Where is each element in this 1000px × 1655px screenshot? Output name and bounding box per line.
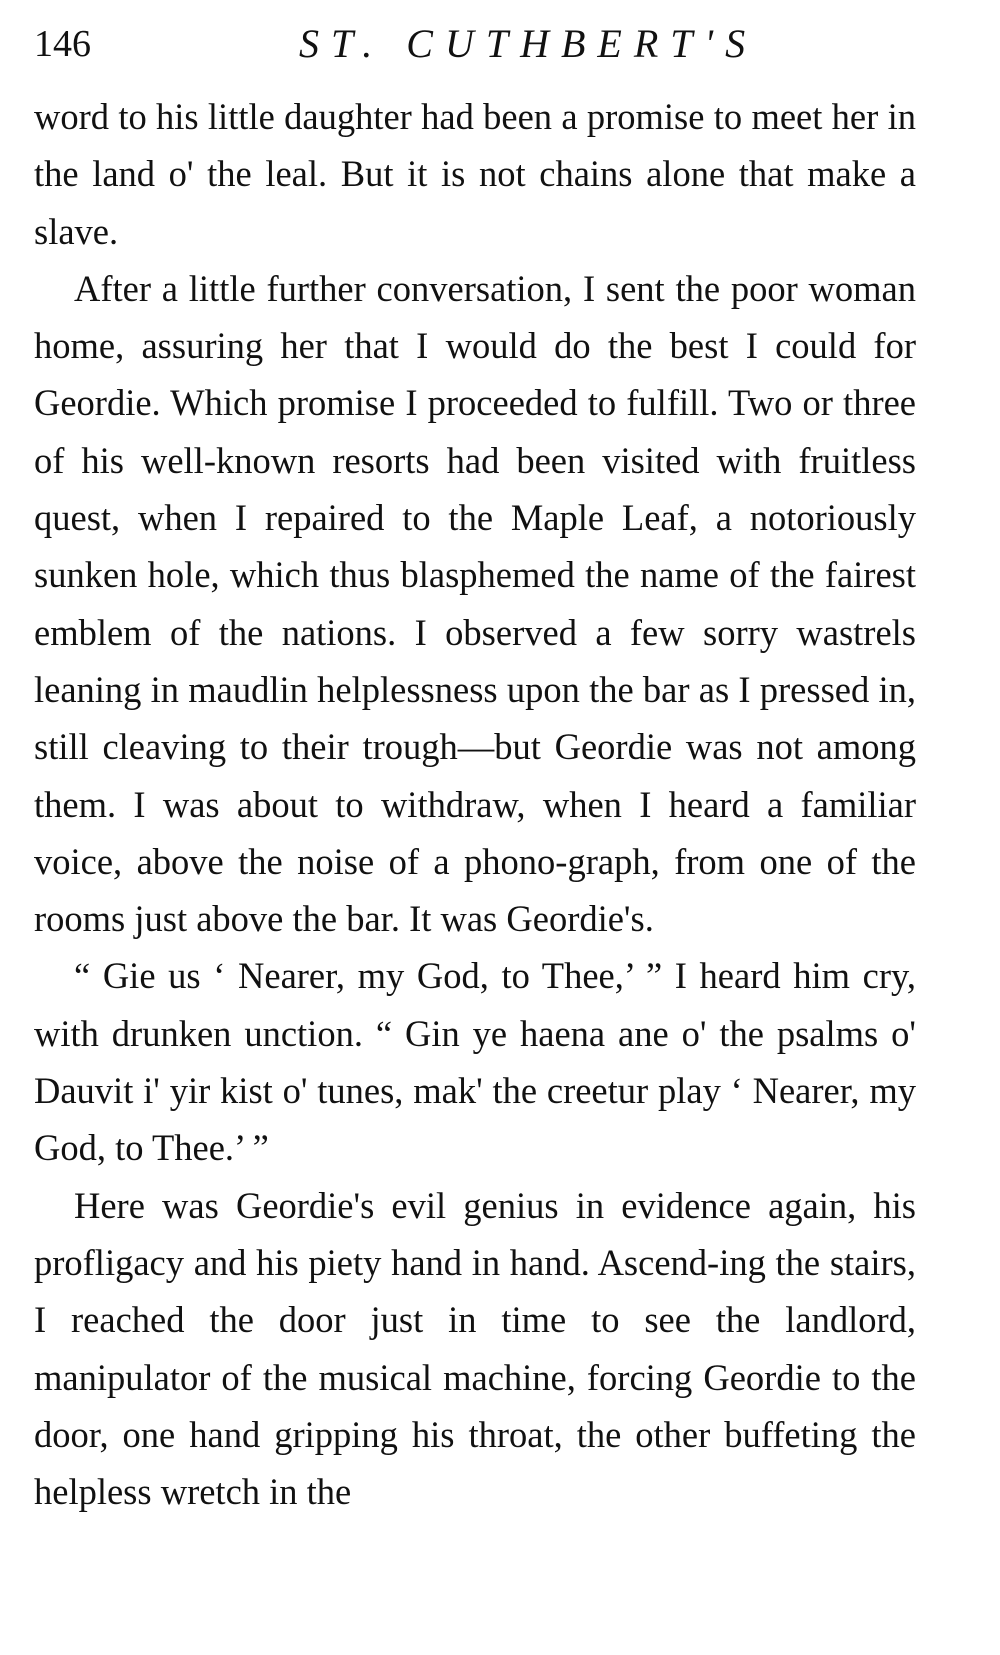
- paragraph: Here was Geordie's evil genius in evidence again, his profligacy and his piety hand in hand. Ascend-ing the stairs, I reached the door just in time to see the landlord, manipulator of the musical machine, forcing Geordie to the door, one hand gripping his throat, the other buffeting the helpless wretch in the: [34, 1184, 916, 1513]
- body-text: [34, 88, 916, 1520]
- running-title: ST. CUTHBERT'S: [299, 21, 758, 66]
- paragraph: “ Gie us ‘ Nearer, my God, to Thee,’ ” I heard him cry, with drunken unction. “ Gin ye haena ane o' the psalms o' Dauvit i' yir kist o' tunes, mak' the creetur play ‘ Nearer, my God, to Thee.’ ”: [34, 955, 916, 1169]
- page-number: 146: [34, 23, 91, 65]
- running-head: [34, 14, 974, 70]
- paragraph-continuation: word to his little daughter had been a promise to meet her in the land o' the leal. But it is not chains alone that make a slave.: [34, 96, 916, 252]
- paragraph: After a little further conversation, I sent the poor woman home, assuring her that I would do the best I could for Geordie. Which promise I proceeded to fulfill. Two or three of his well-known resorts had been visited with fruitless quest, when I repaired to the Maple Leaf, a notoriously sunken hole, which thus blasphemed the name of the fairest emblem of the nations. I observed a few sorry wastrels leaning in maudlin helplessness upon the bar as I pressed in, still cleaving to their trough—but Geordie was not among them. I was about to withdraw, when I heard a familiar voice, above the noise of a phono-graph, from one of the rooms just above the bar. It was Geordie's.: [34, 267, 916, 940]
